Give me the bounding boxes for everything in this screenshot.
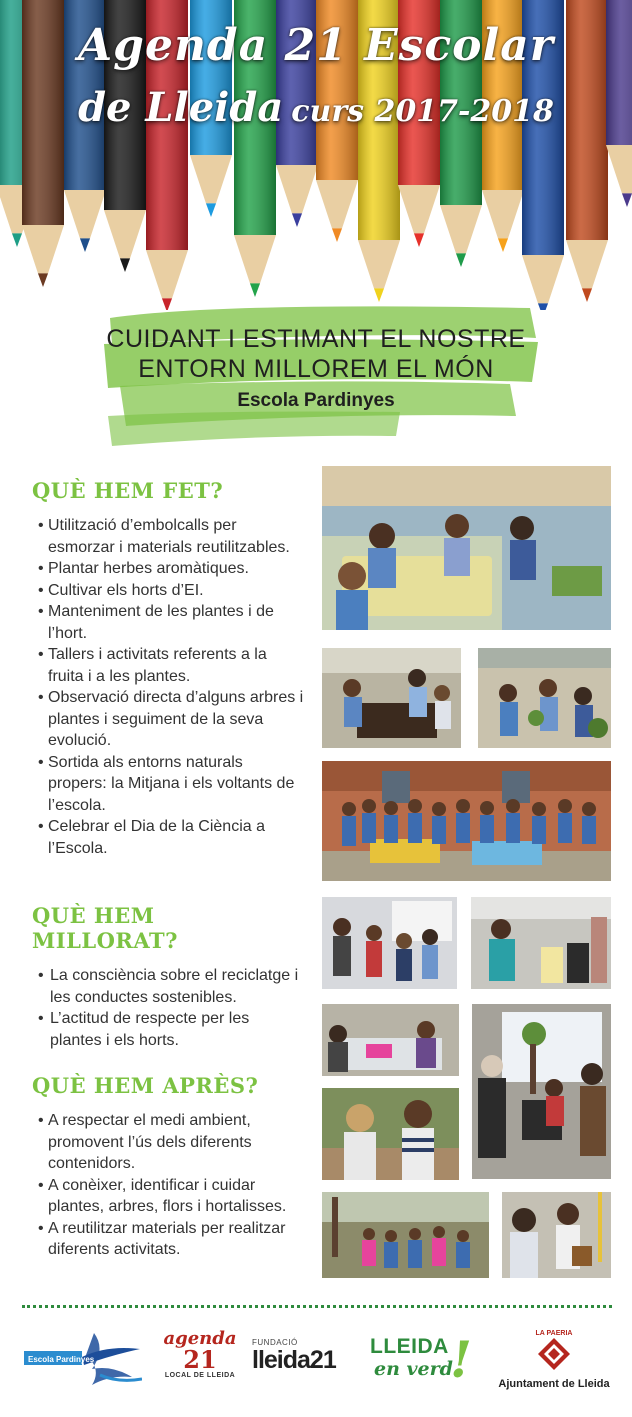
pencil-wood — [234, 235, 276, 283]
list-item: • A respectar el medi ambient, promovent l’ús dels diferents contenidors. — [32, 1110, 304, 1175]
pencil-wood — [316, 180, 358, 228]
agenda-caption: LOCAL DE LLEIDA — [164, 1372, 236, 1379]
photo-class-whiteboard — [322, 897, 457, 989]
section-que-hem-millorat — [32, 903, 304, 1051]
list-item: • Utilització d’embolcalls per esmorzar i materials reutilitzables. — [32, 515, 304, 558]
verd-line1: LLEIDA — [370, 1335, 449, 1358]
list-item: • Tallers i activitats referents a la fruita i a les plantes. — [32, 644, 304, 687]
list-item: • Sortida als entorns naturals propers: la Mitjana i els voltants de l’escola. — [32, 752, 304, 817]
pencil-wood — [440, 205, 482, 253]
banner-course-year: curs 2017-2018 — [291, 94, 554, 129]
section-que-hem-apres — [32, 1073, 304, 1261]
photo-teacher-plant — [472, 1004, 611, 1179]
pencil-lead — [250, 283, 260, 297]
pencil-wood — [190, 155, 232, 203]
pencil-wood — [104, 210, 146, 258]
list-item: • La consciència sobre el reciclatge i les conductes sostenibles. — [32, 965, 304, 1008]
list-item: • Plantar herbes aromàtiques. — [32, 558, 304, 580]
school-name: Escola Pardinyes — [237, 390, 395, 411]
paeria-label: LA PAERIA — [535, 1330, 573, 1337]
list-item: • A conèixer, identificar i cuidar plantes, arbres, flors i hortalisses. — [32, 1175, 304, 1218]
logo-ajuntament-lleida — [496, 1330, 612, 1394]
fet-list — [32, 515, 304, 859]
pencil-wood — [358, 240, 400, 288]
banner-subtitle — [0, 84, 632, 131]
list-item: • Observació directa d’alguns arbres i plantes i seguiment de la seva evolució. — [32, 687, 304, 752]
photo-classroom-breakfast — [322, 466, 611, 630]
verd-line2: en verd — [374, 1358, 453, 1380]
photo-girls-planting — [322, 1088, 459, 1180]
pencil-lead — [622, 193, 632, 207]
pencil-wood — [64, 190, 106, 238]
section-heading-apres: QUÈ HEM APRÈS? — [32, 1073, 259, 1098]
pencil-wood — [398, 185, 440, 233]
pencil-lead — [12, 233, 22, 247]
section-heading-millorat: QUÈ HEM MILLORAT? — [32, 903, 178, 953]
agenda-word: agenda — [163, 1328, 237, 1349]
photo-kids-soil-pots — [502, 1192, 611, 1278]
section-que-hem-fet — [32, 478, 304, 859]
pencil-wood — [566, 240, 608, 288]
section-heading-fet: QUÈ HEM FET? — [32, 478, 224, 503]
apres-list — [32, 1110, 304, 1261]
list-item: • A reutilitzar materials per realitzar diferents activitats. — [32, 1218, 304, 1261]
pencil-wood — [522, 255, 564, 303]
exclamation-icon: ! — [450, 1330, 472, 1389]
footer-divider — [22, 1305, 612, 1308]
list-item: • Cultivar els horts d’EI. — [32, 580, 304, 602]
millorat-list — [32, 965, 304, 1051]
list-item: • Celebrar el Dia de la Ciència a l’Escola. — [32, 816, 304, 859]
pencil-wood — [276, 165, 318, 213]
pencil-wood — [22, 225, 64, 273]
coat-of-arms-icon — [537, 1337, 571, 1371]
pencil-lead — [80, 238, 90, 252]
banner-title: Agenda 21 Escolar — [78, 20, 554, 71]
pencil-lead — [206, 203, 216, 217]
pencil-lead — [38, 273, 48, 287]
pencil-lead — [332, 228, 342, 242]
ajuntament-name: Ajuntament de Lleida — [498, 1378, 610, 1390]
banner-title-city: de Lleida — [78, 84, 284, 131]
photo-table-activity — [322, 1004, 459, 1076]
pencil-wood — [146, 250, 188, 298]
pencil-lead — [292, 213, 302, 227]
photo-garden-planting — [322, 648, 461, 748]
motto-line-1: CUIDANT I ESTIMANT EL NOSTRE — [106, 325, 526, 353]
pencil-wood — [482, 190, 524, 238]
fundacio-label: FUNDACIÓ — [252, 1338, 298, 1347]
logo-agenda21 — [162, 1330, 238, 1392]
agenda-number: 21 — [183, 1345, 217, 1374]
photo-recycling-bins — [471, 897, 611, 989]
pencil-lead — [498, 238, 508, 252]
logo-fundacio-lleida21 — [252, 1338, 356, 1388]
photo-outdoor-trip — [322, 1192, 489, 1278]
motto-line-2: ENTORN MILLOREM EL MÓN — [138, 355, 494, 383]
pencil-lead — [414, 233, 424, 247]
pencil-lead — [582, 288, 592, 302]
logo-escola-pardinyes — [22, 1325, 142, 1395]
photo-group-garden-boxes — [322, 761, 611, 881]
motto-block — [60, 324, 572, 412]
photo-children-plants — [478, 648, 611, 748]
list-item: • L’actitud de respecte per les plantes i els horts. — [32, 1008, 304, 1051]
pencil-lead — [456, 253, 466, 267]
logo-lleida-en-verd — [370, 1330, 488, 1392]
pencil-wood — [606, 145, 632, 193]
pencil-lead — [120, 258, 130, 272]
list-item: • Manteniment de les plantes i de l’hort. — [32, 601, 304, 644]
fundacio-name: lleida21 — [252, 1346, 336, 1374]
school-logo-label: Escola Pardinyes — [28, 1355, 95, 1364]
